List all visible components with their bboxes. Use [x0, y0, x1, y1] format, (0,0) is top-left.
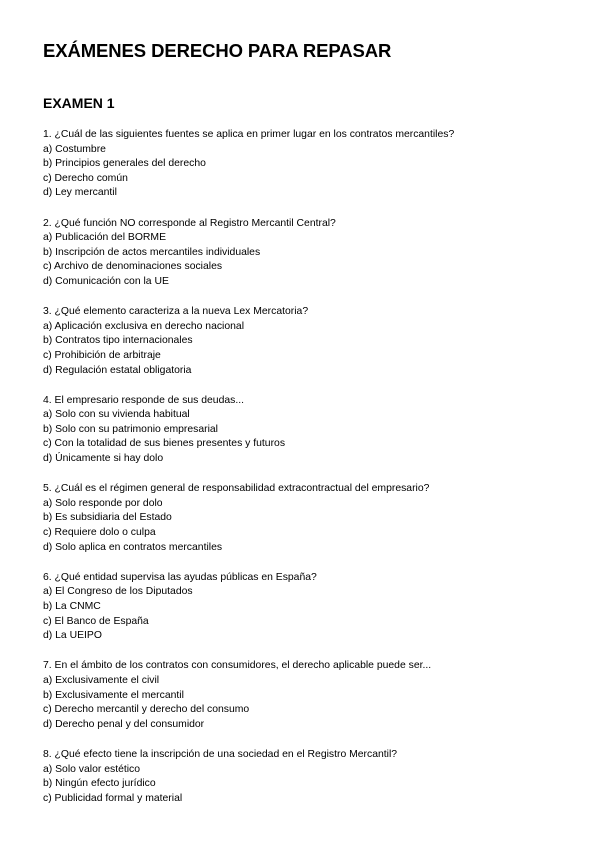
option-b: b) Ningún efecto jurídico — [43, 778, 156, 790]
option-a: a) Solo responde por dolo — [43, 497, 163, 509]
option-d: d) La UEIPO — [43, 630, 102, 642]
option-c: c) Publicidad formal y material — [43, 792, 183, 804]
option-c: c) El Banco de España — [43, 615, 149, 627]
document-title: EXÁMENES DERECHO PARA REPASAR — [43, 40, 392, 61]
option-a: a) Solo valor estético — [43, 763, 141, 775]
question-text: 1. ¿Cuál de las siguientes fuentes se aplica en primer lugar en los contratos mercantiles? — [43, 129, 455, 140]
question-text: 5. ¿Cuál es el régimen general de responsabilidad extracontractual del empresario? — [43, 483, 430, 495]
option-a: a) Aplicación exclusiva en derecho nacional — [43, 320, 245, 332]
question-8 — [43, 748, 583, 806]
option-b: b) Inscripción de actos mercantiles individuales — [43, 246, 261, 258]
option-a: a) El Congreso de los Diputados — [43, 586, 193, 598]
option-c: c) Derecho común — [43, 172, 128, 184]
question-text: 6. ¿Qué entidad supervisa las ayudas públicas en España? — [43, 571, 317, 583]
option-c: c) Con la totalidad de sus bienes presentes y futuros — [43, 438, 286, 450]
option-a: a) Exclusivamente el civil — [43, 674, 160, 686]
option-a: a) Publicación del BORME — [43, 232, 167, 244]
option-d: d) Derecho penal y del consumidor — [43, 718, 205, 730]
option-c: c) Archivo de denominaciones sociales — [43, 261, 223, 273]
option-b: b) La CNMC — [43, 601, 101, 612]
question-3 — [43, 305, 583, 378]
option-b: b) Solo con su patrimonio empresarial — [43, 423, 218, 435]
question-4 — [43, 394, 583, 467]
question-5 — [43, 482, 583, 555]
option-c: c) Prohibición de arbitraje — [43, 349, 161, 361]
option-b: b) Principios generales del derecho — [43, 158, 206, 170]
question-text: 3. ¿Qué elemento caracteriza a la nueva Lex Mercatoria? — [43, 306, 309, 318]
question-1 — [43, 128, 583, 201]
option-a: a) Costumbre — [43, 143, 106, 155]
option-d: d) Solo aplica en contratos mercantiles — [43, 541, 223, 553]
question-text: 8. ¿Qué efecto tiene la inscripción de una sociedad en el Registro Mercantil? — [43, 748, 398, 760]
question-7 — [43, 659, 583, 732]
question-2 — [43, 217, 583, 290]
option-b: b) Contratos tipo internacionales — [43, 335, 193, 347]
question-6 — [43, 571, 583, 644]
exam-title: EXAMEN 1 — [43, 95, 115, 111]
option-d: d) Únicamente si hay dolo — [43, 453, 164, 465]
option-d: d) Comunicación con la UE — [43, 275, 169, 287]
question-text: 4. El empresario responde de sus deudas... — [43, 394, 245, 406]
option-b: b) Exclusivamente el mercantil — [43, 689, 184, 701]
option-d: d) Ley mercantil — [43, 187, 117, 199]
question-text: 2. ¿Qué función NO corresponde al Registro Mercantil Central? — [43, 217, 336, 229]
option-c: c) Requiere dolo o culpa — [43, 527, 156, 539]
question-list — [43, 128, 583, 822]
option-c: c) Derecho mercantil y derecho del consumo — [43, 704, 250, 716]
option-a: a) Solo con su vivienda habitual — [43, 409, 190, 421]
question-text: 7. En el ámbito de los contratos con consumidores, el derecho aplicable puede ser... — [43, 660, 432, 672]
option-b: b) Es subsidiaria del Estado — [43, 512, 172, 524]
option-d: d) Regulación estatal obligatoria — [43, 364, 192, 376]
